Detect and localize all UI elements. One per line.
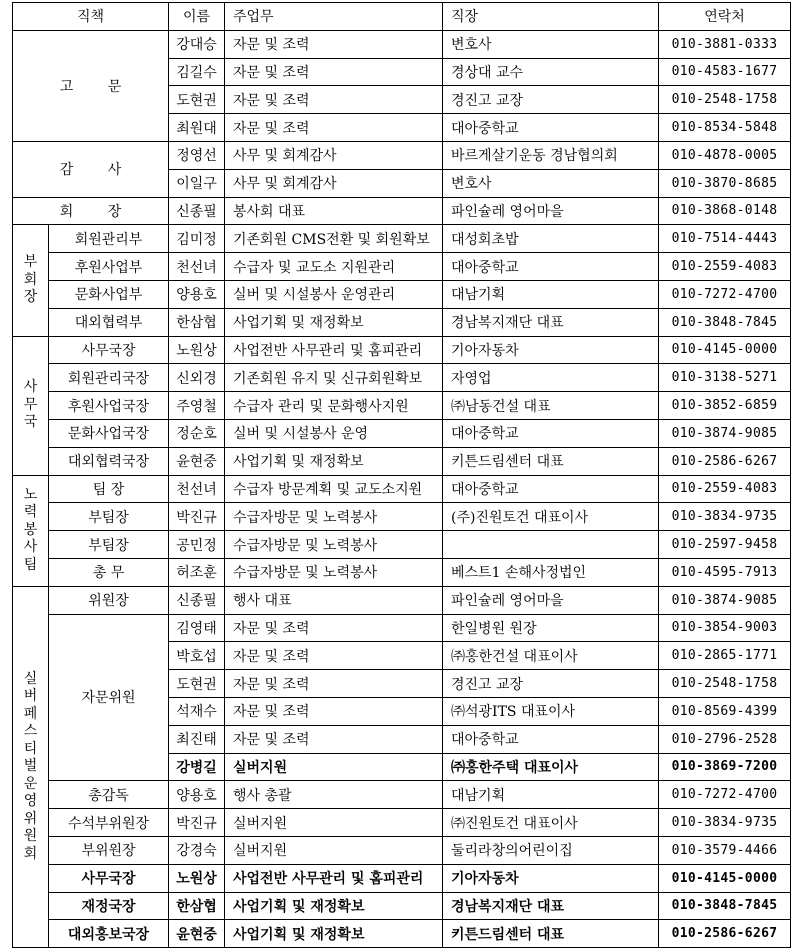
duty-cell: 사업전반 사무관리 및 홈피관리 [225, 336, 443, 364]
name-cell: 신종필 [169, 197, 225, 225]
phone-cell: 010-3848-7845 [659, 892, 791, 920]
duty-cell: 실버지원 [225, 836, 443, 864]
name-cell: 강경숙 [169, 836, 225, 864]
phone-cell: 010-2548-1758 [659, 670, 791, 698]
table-row [13, 892, 791, 920]
group-label: 실 버 페 스 티 벌 운 영 위 원 회 [13, 586, 49, 947]
workplace-cell: 대남기획 [443, 781, 659, 809]
name-cell: 김미정 [169, 225, 225, 253]
table-row [13, 475, 791, 503]
workplace-cell: 기아자동차 [443, 336, 659, 364]
table-row [13, 419, 791, 447]
group-label: 노 력 봉 사 팀 [13, 475, 49, 586]
sub-role-cell: 자문위원 [49, 614, 169, 781]
sub-role-cell: 문화사업부 [49, 280, 169, 308]
sub-role-cell: 수석부위원장 [49, 809, 169, 837]
name-cell: 강대승 [169, 30, 225, 58]
header-workplace: 직장 [443, 3, 659, 31]
group-label: 회 장 [13, 197, 169, 225]
phone-cell: 010-4145-0000 [659, 336, 791, 364]
header-contact: 연락처 [659, 3, 791, 31]
table-row [13, 864, 791, 892]
duty-cell: 실버 및 시설봉사 운영관리 [225, 280, 443, 308]
phone-cell: 010-3881-0333 [659, 30, 791, 58]
duty-cell: 자문 및 조력 [225, 614, 443, 642]
table-row [13, 809, 791, 837]
phone-cell: 010-4878-0005 [659, 141, 791, 169]
duty-cell: 자문 및 조력 [225, 58, 443, 86]
workplace-cell: 대아중학교 [443, 475, 659, 503]
sub-role-cell: 후원사업부 [49, 253, 169, 281]
table-row [13, 586, 791, 614]
phone-cell: 010-3874-9085 [659, 419, 791, 447]
header-role: 직책 [13, 3, 169, 31]
phone-cell: 010-4145-0000 [659, 864, 791, 892]
name-cell: 신외경 [169, 364, 225, 392]
workplace-cell: ㈜홍한건설 대표이사 [443, 642, 659, 670]
table-row [13, 30, 791, 58]
duty-cell: 자문 및 조력 [225, 30, 443, 58]
duty-cell: 자문 및 조력 [225, 725, 443, 753]
header-duty: 주업무 [225, 3, 443, 31]
table-row [13, 531, 791, 559]
table-row [13, 197, 791, 225]
sub-role-cell: 문화사업국장 [49, 419, 169, 447]
workplace-cell: 경진고 교장 [443, 86, 659, 114]
name-cell: 양용호 [169, 280, 225, 308]
duty-cell: 기존회원 CMS전환 및 회원확보 [225, 225, 443, 253]
sub-role-cell: 총감독 [49, 781, 169, 809]
phone-cell: 010-3848-7845 [659, 308, 791, 336]
workplace-cell: 변호사 [443, 30, 659, 58]
name-cell: 천선녀 [169, 253, 225, 281]
name-cell: 최원대 [169, 114, 225, 142]
sub-role-cell: 대외협력부 [49, 308, 169, 336]
workplace-cell: 자영업 [443, 364, 659, 392]
duty-cell: 실버지원 [225, 753, 443, 781]
workplace-cell: 대아중학교 [443, 725, 659, 753]
duty-cell: 행사 대표 [225, 586, 443, 614]
name-cell: 도현권 [169, 670, 225, 698]
workplace-cell: 파인슐레 영어마을 [443, 197, 659, 225]
phone-cell: 010-2559-4083 [659, 253, 791, 281]
sub-role-cell: 대외홍보국장 [49, 920, 169, 948]
sub-role-cell: 대외협력국장 [49, 447, 169, 475]
duty-cell: 자문 및 조력 [225, 114, 443, 142]
duty-cell: 실버 및 시설봉사 운영 [225, 419, 443, 447]
name-cell: 한삼협 [169, 308, 225, 336]
duty-cell: 자문 및 조력 [225, 86, 443, 114]
phone-cell: 010-7272-4700 [659, 781, 791, 809]
duty-cell: 사업기획 및 재정확보 [225, 308, 443, 336]
sub-role-cell: 부팀장 [49, 503, 169, 531]
sub-role-cell: 회원관리국장 [49, 364, 169, 392]
workplace-cell: 경남복지재단 대표 [443, 308, 659, 336]
name-cell: 천선녀 [169, 475, 225, 503]
phone-cell: 010-2586-6267 [659, 447, 791, 475]
duty-cell: 사업기획 및 재정확보 [225, 920, 443, 948]
name-cell: 이일구 [169, 169, 225, 197]
header-row [13, 3, 791, 31]
phone-cell: 010-2865-1771 [659, 642, 791, 670]
group-label: 감 사 [13, 141, 169, 197]
duty-cell: 자문 및 조력 [225, 670, 443, 698]
group-label: 사 무 국 [13, 336, 49, 475]
duty-cell: 사무 및 회계감사 [225, 141, 443, 169]
name-cell: 김길수 [169, 58, 225, 86]
phone-cell: 010-3854-9003 [659, 614, 791, 642]
name-cell: 최진태 [169, 725, 225, 753]
name-cell: 강병길 [169, 753, 225, 781]
group-label: 고 문 [13, 30, 169, 141]
table-row [13, 836, 791, 864]
workplace-cell: ㈜석광ITS 대표이사 [443, 697, 659, 725]
phone-cell: 010-3852-6859 [659, 392, 791, 420]
duty-cell: 사업기획 및 재정확보 [225, 447, 443, 475]
phone-cell: 010-4583-1677 [659, 58, 791, 86]
name-cell: 윤현중 [169, 447, 225, 475]
workplace-cell: 대남기획 [443, 280, 659, 308]
duty-cell: 사업기획 및 재정확보 [225, 892, 443, 920]
sub-role-cell: 총 무 [49, 558, 169, 586]
table-row [13, 253, 791, 281]
sub-role-cell: 사무국장 [49, 336, 169, 364]
name-cell: 김영태 [169, 614, 225, 642]
name-cell: 양용호 [169, 781, 225, 809]
phone-cell: 010-3869-7200 [659, 753, 791, 781]
workplace-cell: 경진고 교장 [443, 670, 659, 698]
phone-cell: 010-8569-4399 [659, 697, 791, 725]
duty-cell: 실버지원 [225, 809, 443, 837]
phone-cell: 010-7514-4443 [659, 225, 791, 253]
phone-cell: 010-3870-8685 [659, 169, 791, 197]
sub-role-cell: 부팀장 [49, 531, 169, 559]
name-cell: 정순호 [169, 419, 225, 447]
name-cell: 허조훈 [169, 558, 225, 586]
workplace-cell: ㈜홍한주택 대표이사 [443, 753, 659, 781]
table-row [13, 614, 791, 642]
table-row [13, 364, 791, 392]
workplace-cell: 바르게살기운동 경남협의회 [443, 141, 659, 169]
workplace-cell: 기아자동차 [443, 864, 659, 892]
workplace-cell: 대성회초밥 [443, 225, 659, 253]
name-cell: 박호섭 [169, 642, 225, 670]
name-cell: 한삼협 [169, 892, 225, 920]
name-cell: 정영선 [169, 141, 225, 169]
group-label: 부 회 장 [13, 225, 49, 336]
name-cell: 주영철 [169, 392, 225, 420]
duty-cell: 수급자방문 및 노력봉사 [225, 531, 443, 559]
table-row [13, 558, 791, 586]
duty-cell: 자문 및 조력 [225, 697, 443, 725]
duty-cell: 행사 총괄 [225, 781, 443, 809]
table-row [13, 308, 791, 336]
phone-cell: 010-3834-9735 [659, 809, 791, 837]
table-row [13, 447, 791, 475]
phone-cell: 010-3874-9085 [659, 586, 791, 614]
table-body [13, 30, 791, 947]
roster-table [12, 2, 791, 948]
phone-cell: 010-2586-6267 [659, 920, 791, 948]
sub-role-cell: 재정국장 [49, 892, 169, 920]
table-row [13, 920, 791, 948]
phone-cell: 010-2559-4083 [659, 475, 791, 503]
workplace-cell: 한일병원 원장 [443, 614, 659, 642]
phone-cell: 010-2597-9458 [659, 531, 791, 559]
phone-cell: 010-4595-7913 [659, 558, 791, 586]
workplace-cell [443, 531, 659, 559]
phone-cell: 010-3868-0148 [659, 197, 791, 225]
phone-cell: 010-3834-9735 [659, 503, 791, 531]
duty-cell: 사업전반 사무관리 및 홈피관리 [225, 864, 443, 892]
workplace-cell: 키튼드림센터 대표 [443, 920, 659, 948]
name-cell: 도현권 [169, 86, 225, 114]
workplace-cell: 파인슐레 영어마을 [443, 586, 659, 614]
duty-cell: 기존회원 유지 및 신규회원확보 [225, 364, 443, 392]
table-row [13, 225, 791, 253]
name-cell: 신종필 [169, 586, 225, 614]
table-row [13, 280, 791, 308]
workplace-cell: 대아중학교 [443, 419, 659, 447]
workplace-cell: 베스트1 손해사정법인 [443, 558, 659, 586]
duty-cell: 수급자방문 및 노력봉사 [225, 503, 443, 531]
name-cell: 박진규 [169, 809, 225, 837]
duty-cell: 사무 및 회계감사 [225, 169, 443, 197]
table-row [13, 336, 791, 364]
name-cell: 박진규 [169, 503, 225, 531]
sub-role-cell: 회원관리부 [49, 225, 169, 253]
phone-cell: 010-2796-2528 [659, 725, 791, 753]
workplace-cell: 경남복지재단 대표 [443, 892, 659, 920]
duty-cell: 수급자 및 교도소 지원관리 [225, 253, 443, 281]
sub-role-cell: 위원장 [49, 586, 169, 614]
duty-cell: 자문 및 조력 [225, 642, 443, 670]
sub-role-cell: 부위원장 [49, 836, 169, 864]
name-cell: 윤현중 [169, 920, 225, 948]
phone-cell: 010-3579-4466 [659, 836, 791, 864]
workplace-cell: 키튼드림센터 대표 [443, 447, 659, 475]
duty-cell: 봉사회 대표 [225, 197, 443, 225]
workplace-cell: ㈜남동건설 대표 [443, 392, 659, 420]
table-row [13, 781, 791, 809]
phone-cell: 010-3138-5271 [659, 364, 791, 392]
header-name: 이름 [169, 3, 225, 31]
phone-cell: 010-7272-4700 [659, 280, 791, 308]
workplace-cell: 변호사 [443, 169, 659, 197]
table-row [13, 503, 791, 531]
name-cell: 석재수 [169, 697, 225, 725]
name-cell: 공민정 [169, 531, 225, 559]
workplace-cell: 대아중학교 [443, 253, 659, 281]
table-row [13, 392, 791, 420]
name-cell: 노원상 [169, 336, 225, 364]
sub-role-cell: 후원사업국장 [49, 392, 169, 420]
workplace-cell: 경상대 교수 [443, 58, 659, 86]
workplace-cell: 대아중학교 [443, 114, 659, 142]
table-row [13, 141, 791, 169]
sub-role-cell: 팀 장 [49, 475, 169, 503]
duty-cell: 수급자 관리 및 문화행사지원 [225, 392, 443, 420]
duty-cell: 수급자 방문계획 및 교도소지원 [225, 475, 443, 503]
workplace-cell: 둘리라창의어린이집 [443, 836, 659, 864]
phone-cell: 010-8534-5848 [659, 114, 791, 142]
sub-role-cell: 사무국장 [49, 864, 169, 892]
name-cell: 노원상 [169, 864, 225, 892]
workplace-cell: (주)진원토건 대표이사 [443, 503, 659, 531]
phone-cell: 010-2548-1758 [659, 86, 791, 114]
duty-cell: 수급자방문 및 노력봉사 [225, 558, 443, 586]
workplace-cell: ㈜진원토건 대표이사 [443, 809, 659, 837]
